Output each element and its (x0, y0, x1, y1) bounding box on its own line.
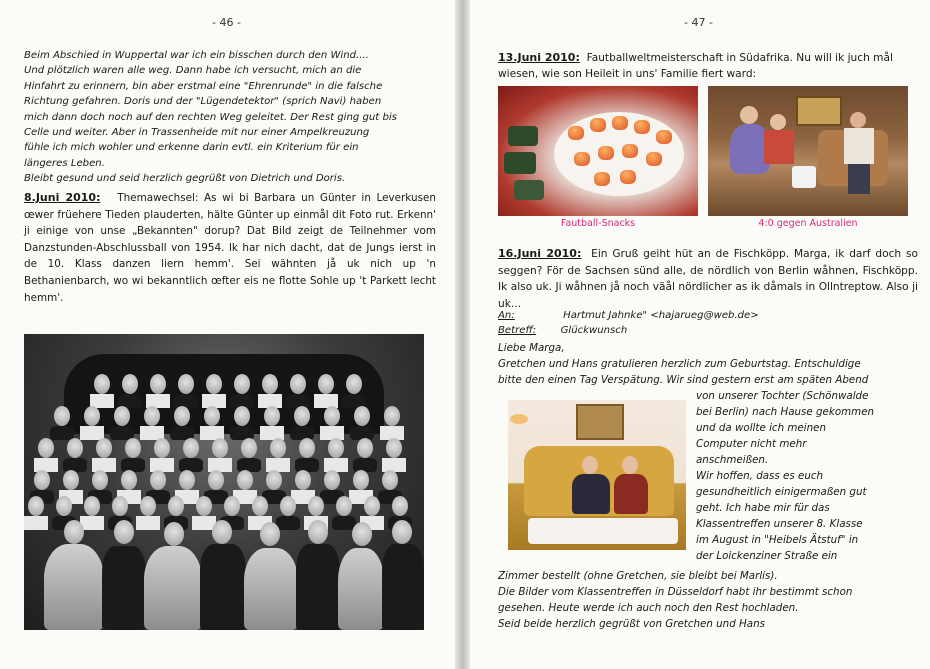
entry-text: Ein Gruß geiht hüt an de Fischköpp. Marga, ik darf doch so seggen? För de Sachsen sünd alle, de nördlich von Berlin wåhnen, Fischköpp. Ik also uk. Ji wåhnen jå noch väål nördlicher as ik dåmals in Ollntreptow. Also ji uk... (498, 248, 918, 310)
letter-line: Und plötzlich waren alle weg. Dann habe ich versucht, mich an die (24, 65, 362, 77)
page-number: - 47 - (684, 16, 713, 29)
letter-line: Richtung gefahren. Doris und der "Lügendetektor" (sprich Navi) haben (24, 96, 382, 108)
letter-top (498, 340, 928, 388)
letter-line: im August in "Heibels Ätstuf" in (696, 534, 859, 546)
entry-text: Themawechsel: As wi bi Barbara un Günter in Leverkusen œwer früehere Tieden plauderten, hälte Günter up einmål dit Foto rut. Erkenn' ji einige von unse „Bekannten" dorup? Dat Bild zeigt de Teilnehmer vom Danzstunden-Abschlussball von 1954. Ik har nich dacht, dat de Jungs ierst in de 10. Klass danzen liern hemm'. Sei wähnten jå uk nich up 'n Bethanienbarch, wo wi bekanntlich œfter eis ne flotte Sohle up 't Parkett lecht hemm'. (24, 192, 436, 304)
sofa-couple-photo (508, 400, 686, 550)
right-page (470, 0, 930, 669)
email-to-label: An: (498, 310, 515, 321)
letter-line: Hinfahrt zu erinnern, bin aber erstmal eine "Ehrenrunde" in die falsche (24, 80, 383, 92)
left-page (0, 0, 455, 669)
letter-line: Beim Abschied in Wuppertal war ich ein bisschen durch den Wind.... (24, 50, 369, 61)
page-number: - 46 - (212, 16, 241, 29)
entry-date: 8.Juni 2010: (24, 191, 101, 204)
letter-end (498, 568, 928, 632)
email-to-row (498, 310, 759, 321)
entry-13-juni (498, 50, 918, 82)
letter-line: Celle und weiter. Aber in Trassenheide mit nur einer Ampelkreuzung (24, 127, 370, 139)
letter-greeting: Liebe Marga, (498, 342, 565, 354)
email-subject-row (498, 325, 627, 336)
entry-16-juni (498, 246, 918, 312)
email-subject-label: Betreff: (498, 325, 537, 336)
letter-line: Wir hoffen, dass es euch (696, 470, 824, 482)
caption-snacks: Fautball-Snacks (560, 218, 636, 229)
australia-match-photo (708, 86, 908, 216)
letter-line: und da wollte ich meinen (696, 422, 827, 434)
email-to-value: Hartmut Jahnke" <hajarueg@web.de> (563, 310, 759, 321)
book-gutter (455, 0, 470, 669)
letter-line: der Loickenziner Straße ein (696, 550, 838, 562)
entry-date: 16.Juni 2010: (498, 247, 582, 260)
letter-line: Computer nicht mehr (696, 438, 807, 450)
letter-line: von unserer Tochter (Schönwalde (696, 390, 869, 402)
entry-date: 13.Juni 2010: (498, 51, 580, 64)
letter-line: gesundheitlich einigermaßen gut (696, 486, 867, 498)
letter-line: gesehen. Heute werde ich auch noch den Rest hochladen. (498, 602, 799, 614)
letter-line: mich dann doch noch auf den rechten Weg geleitet. Der Rest ging gut bis (24, 111, 397, 123)
entry-8-juni (24, 190, 436, 306)
entry-text: Fautballweltmeisterschaft in Südafrika. Nu will ik juch mål wiesen, wie son Heileit in uns' Familie fiert ward: (498, 52, 893, 80)
letter-line: Zimmer bestellt (ohne Gretchen, sie bleibt bei Marlis). (498, 570, 778, 582)
caption-australia: 4:0 gegen Australien (758, 218, 858, 229)
letter-block (24, 48, 444, 187)
letter-line: Seid beide herzlich gegrüßt von Gretchen und Hans (498, 618, 765, 630)
email-subject-value: Glückwunsch (560, 325, 628, 336)
letter-line: Klassentreffen unserer 8. Klasse (696, 518, 863, 530)
dance-ball-photo (24, 334, 424, 630)
letter-line: längeres Leben. (24, 157, 105, 169)
letter-line: bei Berlin) nach Hause gekommen (696, 406, 875, 418)
letter-line: Bleibt gesund und seid herzlich gegrüßt von Dietrich und Doris. (24, 173, 346, 185)
letter-line: geht. Ich habe mir für das (696, 502, 830, 514)
letter-line: Die Bilder vom Klassentreffen in Düsseldorf habt ihr bestimmt schon (498, 586, 853, 598)
letter-line: bitte den einen Tag Verspätung. Wir sind gestern erst am späten Abend (498, 374, 869, 386)
letter-side (696, 388, 926, 564)
letter-line: Gretchen und Hans gratulieren herzlich zum Geburtstag. Entschuldige (498, 358, 861, 370)
letter-line: fühle ich mich wohler und erkenne darin evtl. ein Kriterium für ein (24, 142, 359, 154)
football-snacks-photo (498, 86, 698, 216)
letter-line: anschmeißen. (696, 454, 769, 466)
